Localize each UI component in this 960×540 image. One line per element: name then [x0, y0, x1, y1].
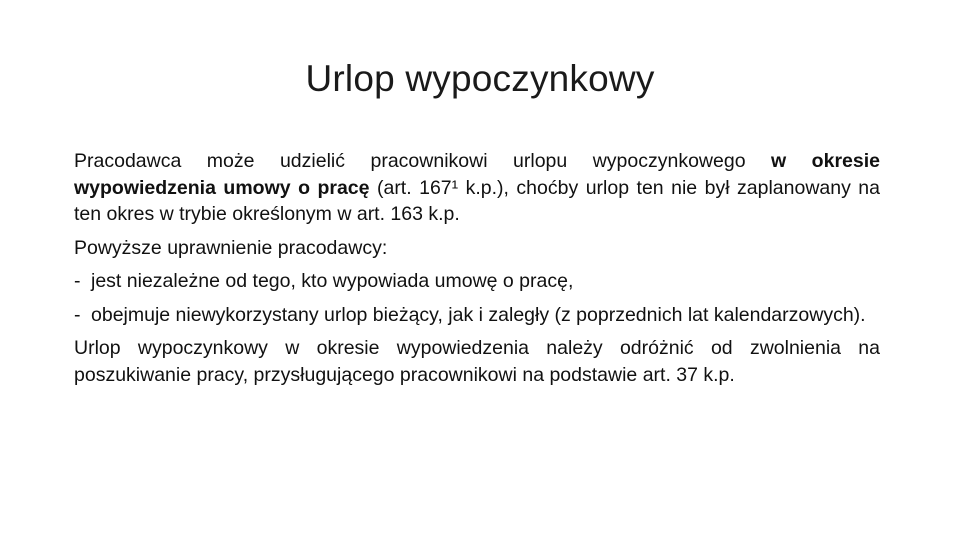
paragraph-1-text-a: Pracodawca może udzielić pracownikowi urlopu wypoczynkowego [74, 150, 772, 172]
bullet-item-2 [74, 302, 880, 329]
slide-content [74, 148, 880, 395]
bullet-marker: - [74, 303, 81, 326]
paragraph-2: Powyższe uprawnienie pracodawcy: [74, 236, 388, 259]
bullet-item-1 [74, 268, 880, 295]
paragraph-1-text-b: (art. 167¹ k.p.), choćby urlop ten nie był zaplanowany na ten okres w trybie określonym w art. 163 k.p. [74, 176, 881, 225]
bullet-marker: - [74, 270, 81, 292]
bullet-text: jest niezależne od tego, kto wypowiada umowę o pracę, [91, 270, 574, 292]
bullet-text: obejmuje niewykorzystany urlop bieżący, jak i zaległy (z poprzednich lat kalendarzowych). [91, 303, 866, 326]
paragraph-1 [74, 148, 880, 228]
paragraph-1-bold-text: w okresie wypowiedzenia umowy o pracę [74, 150, 880, 199]
slide-title: Urlop wypoczynkowy [305, 58, 655, 99]
paragraph-3: Urlop wypoczynkowy w okresie wypowiedzenia należy odróżnić od zwolnienia na poszukiwanie pracy, przysługującego pracownikowi na podstawie art. 37 k.p. [74, 337, 880, 386]
